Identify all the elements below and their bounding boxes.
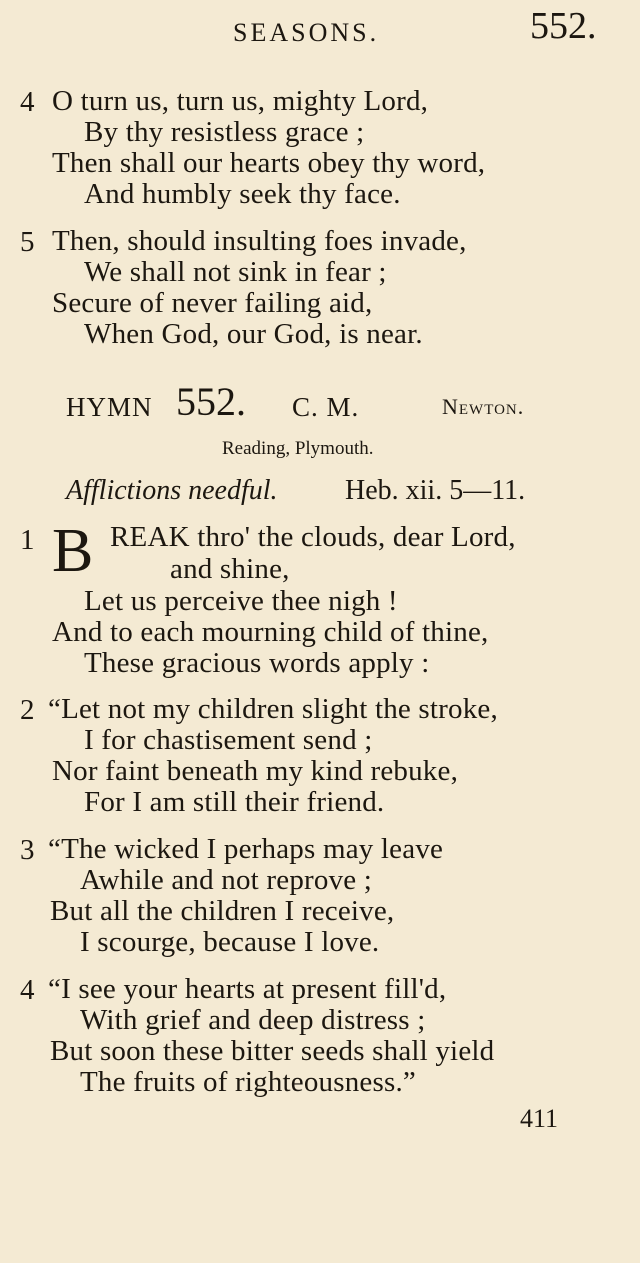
verse-line: With grief and deep distress ; [80, 1004, 426, 1036]
verse-line: Then, should insulting foes invade, [52, 225, 467, 257]
verse-line: O turn us, turn us, mighty Lord, [52, 85, 429, 117]
verse-line: And humbly seek thy face. [84, 178, 401, 210]
verse-line: The fruits of righteousness.” [80, 1066, 417, 1098]
hymn-author: Newton. [442, 394, 525, 419]
verse-number: 4 [20, 86, 35, 118]
hymn-label: HYMN [66, 392, 153, 422]
verse-line: But soon these bitter seeds shall yield [50, 1035, 495, 1067]
verse-line: Secure of never failing aid, [52, 287, 373, 319]
hymn-meter: C. M. [292, 392, 360, 422]
verse-line: “Let not my children slight the stroke, [48, 693, 498, 725]
verse-line: REAK thro' the clouds, dear Lord, [110, 521, 516, 553]
verse-line: By thy resistless grace ; [84, 116, 365, 148]
verse-line: I scourge, because I love. [80, 926, 380, 958]
verse-line: But all the children I receive, [50, 895, 395, 927]
verse-line: We shall not sink in fear ; [84, 256, 387, 288]
verse-line: These gracious words apply : [84, 647, 430, 679]
verse-number: 2 [20, 694, 35, 726]
verse-line: and shine, [170, 553, 290, 585]
verse-line: I for chastisement send ; [84, 724, 373, 756]
hymn-number: 552. [176, 379, 246, 424]
verse-line: Let us perceive thee nigh ! [84, 585, 398, 617]
tune-names: Reading, Plymouth. [222, 438, 374, 459]
drop-cap: B [52, 517, 94, 585]
running-header-number: 552. [530, 5, 597, 47]
verse-line: Then shall our hearts obey thy word, [52, 147, 486, 179]
running-header-title: SEASONS. [233, 18, 380, 47]
verse-line: When God, our God, is near. [84, 318, 423, 350]
verse-number: 5 [20, 226, 35, 258]
scripture-reference: Heb. xii. 5—11. [345, 475, 526, 506]
verse-line: For I am still their friend. [84, 786, 385, 818]
verse-line: “I see your hearts at present fill'd, [48, 973, 447, 1005]
verse-line: Awhile and not reprove ; [80, 864, 373, 896]
page-number: 411 [520, 1104, 559, 1133]
verse-line: Nor faint beneath my kind rebuke, [52, 755, 459, 787]
hymn-subject: Afflictions needful. [66, 475, 278, 506]
verse-number: 3 [20, 834, 35, 866]
verse-line: “The wicked I perhaps may leave [48, 833, 444, 865]
verse-line: And to each mourning child of thine, [52, 616, 489, 648]
verse-number: 1 [20, 524, 35, 556]
verse-number: 4 [20, 974, 35, 1006]
